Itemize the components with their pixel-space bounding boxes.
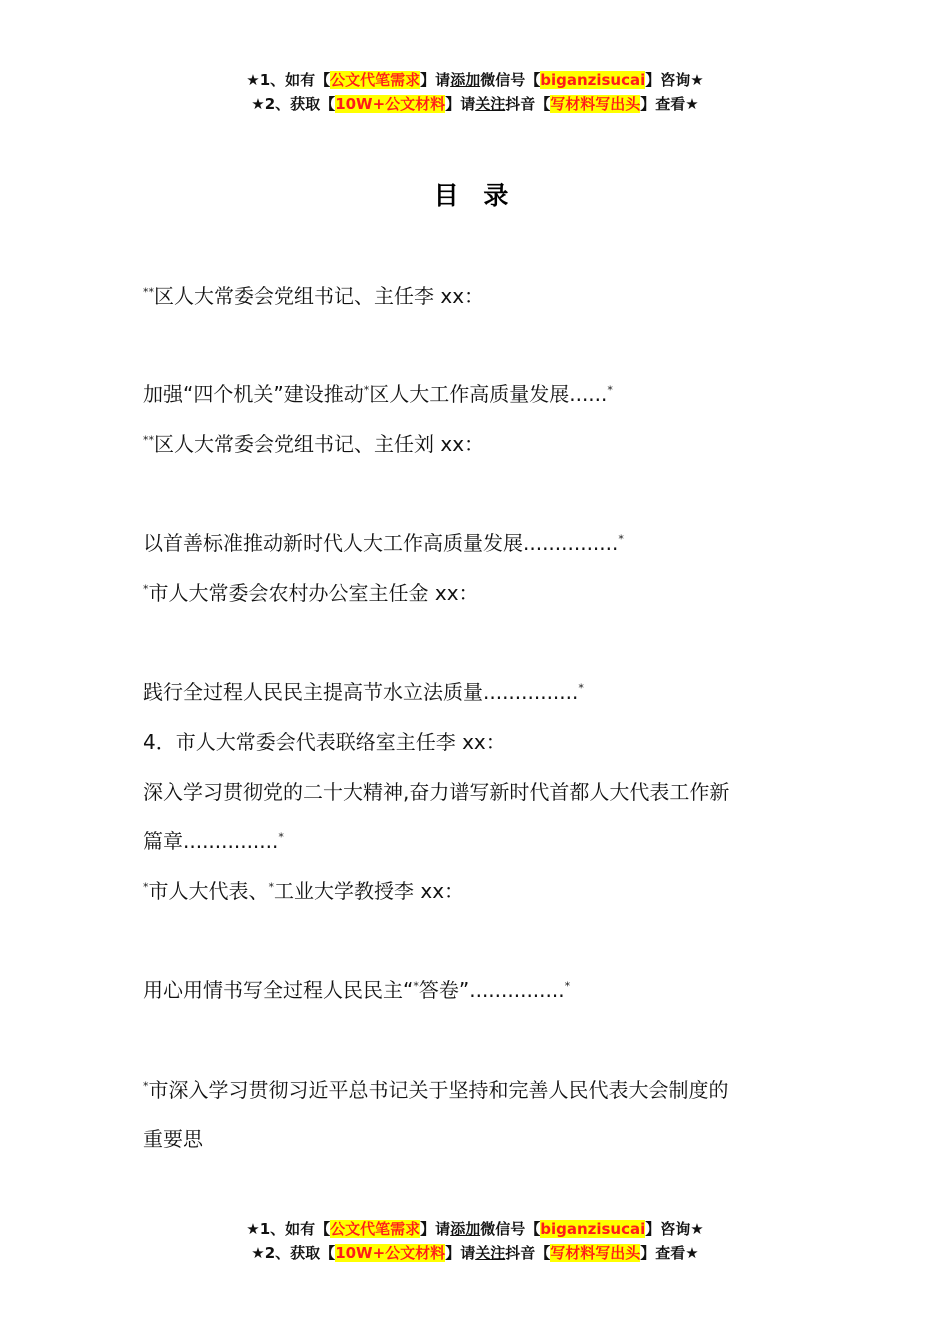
banner-text: 】咨询★ <box>645 1220 704 1238</box>
douyin-id-highlight: 写材料写出头 <box>550 1244 641 1262</box>
toc-entry-2-author: **区人大常委会党组书记、主任刘 xx： <box>143 432 485 456</box>
toc-entry-3-author: *市人大常委会农村办公室主任金 xx： <box>143 581 479 605</box>
banner-highlight: 10W+公文材料 <box>335 95 446 113</box>
banner-underline: 关注 <box>475 1244 506 1262</box>
toc-entry-6-line-1: *市深入学习贯彻习近平总书记关于坚持和完善人民代表大会制度的 <box>143 1078 729 1102</box>
toc-entry-4-title-line-2: 篇章...............* <box>143 829 284 853</box>
banner-text: 】请 <box>420 1220 451 1238</box>
toc-entry-2-title: 以首善标准推动新时代人大工作高质量发展...............* <box>143 531 624 555</box>
toc-entry-1-title: 加强“四个机关”建设推动*区人大工作高质量发展......* <box>143 382 613 406</box>
banner-line-2 <box>0 92 950 116</box>
banner-text: 微信号【 <box>480 71 541 89</box>
toc-entry-4-title-line-1: 深入学习贯彻党的二十大精神,奋力谱写新时代首都人大代表工作新 <box>143 780 730 804</box>
toc-entry-6-line-2: 重要思 <box>143 1127 203 1151</box>
banner-line-2 <box>0 1241 950 1265</box>
toc-entry-4-author: 4．市人大常委会代表联络室主任李 xx： <box>143 730 506 754</box>
promo-banner-bottom <box>0 1217 950 1265</box>
banner-text: ★1、如有【 <box>246 1220 331 1238</box>
banner-text: 】咨询★ <box>645 71 704 89</box>
toc-entry-3-title: 践行全过程人民民主提高节水立法质量...............* <box>143 680 584 704</box>
toc-entry-1-author: **区人大常委会党组书记、主任李 xx： <box>143 284 485 308</box>
banner-text: 】请 <box>445 1244 476 1262</box>
banner-highlight: 10W+公文材料 <box>335 1244 446 1262</box>
banner-highlight: 公文代笔需求 <box>330 1220 421 1238</box>
banner-line-1 <box>0 68 950 92</box>
banner-line-1 <box>0 1217 950 1241</box>
banner-text: ★2、获取【 <box>251 95 336 113</box>
banner-text: 】请 <box>420 71 451 89</box>
promo-banner-top <box>0 68 950 116</box>
banner-text: 】查看★ <box>640 95 699 113</box>
banner-text: ★1、如有【 <box>246 71 331 89</box>
banner-text: 抖音【 <box>505 95 551 113</box>
banner-text: 微信号【 <box>480 1220 541 1238</box>
douyin-id-highlight: 写材料写出头 <box>550 95 641 113</box>
wechat-id-highlight: biganzisucai <box>540 71 646 89</box>
banner-text: 】请 <box>445 95 476 113</box>
toc-entry-5-title: 用心用情书写全过程人民民主“*答卷”...............* <box>143 978 571 1002</box>
banner-underline: 添加 <box>450 71 481 89</box>
page-title: 目 录 <box>433 181 517 210</box>
banner-text: 】查看★ <box>640 1244 699 1262</box>
banner-text: 抖音【 <box>505 1244 551 1262</box>
toc-entry-5-author: *市人大代表、*工业大学教授李 xx： <box>143 879 465 903</box>
banner-highlight: 公文代笔需求 <box>330 71 421 89</box>
banner-underline: 关注 <box>475 95 506 113</box>
banner-underline: 添加 <box>450 1220 481 1238</box>
wechat-id-highlight: biganzisucai <box>540 1220 646 1238</box>
banner-text: ★2、获取【 <box>251 1244 336 1262</box>
